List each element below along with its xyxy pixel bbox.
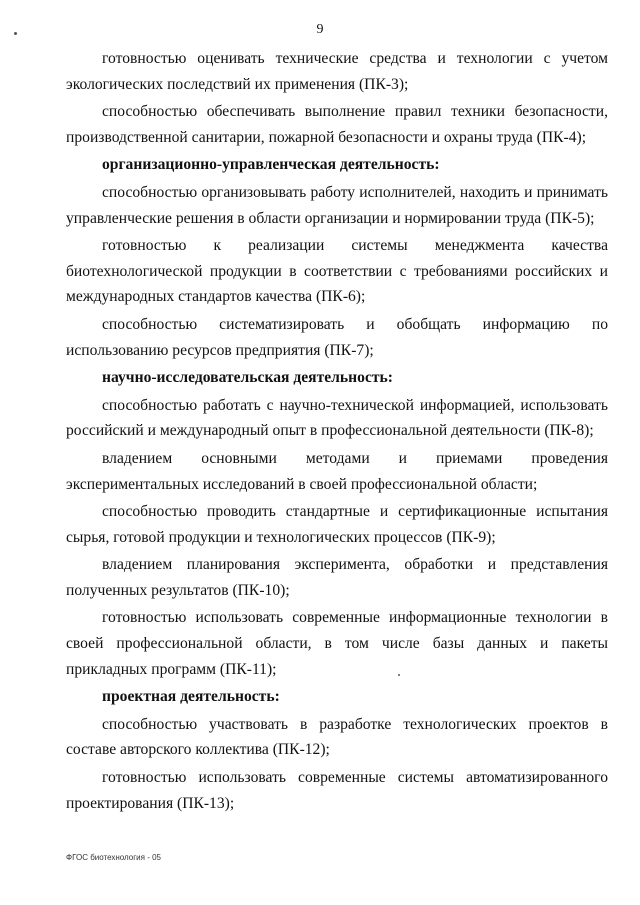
paragraph-pk5: способностью организовывать работу исполнителей, находить и принимать управленческие решения в области организации и нормировании труда (ПК-5); xyxy=(66,183,608,227)
paragraph-pk7: способностью систематизировать и обобщать информацию по использованию ресурсов предприятия (ПК-7); xyxy=(66,315,608,359)
page-footer: ФГОС биотехнология - 05 xyxy=(66,853,161,862)
document-body xyxy=(66,46,608,818)
paragraph-pk10: владением планирования эксперимента, обработки и представления полученных результатов (ПК-10); xyxy=(66,556,608,599)
page-number: 9 xyxy=(316,22,324,37)
section-heading-project: проектная деятельность: xyxy=(102,688,280,706)
section-heading-research: научно-исследовательская деятельность: xyxy=(102,369,393,387)
paragraph-pk13: готовностью использовать современные системы автоматизированного проектирования (ПК-13); xyxy=(66,769,608,812)
paragraph-pk11: готовностью использовать современные информационные технологии в своей профессиональной области, в том числе базы данных и пакеты прикладных программ (ПК-11); xyxy=(66,609,608,678)
section-heading-organizational: организационно-управленческая деятельность: xyxy=(102,156,440,174)
paragraph-pk9: способностью проводить стандартные и сертификационные испытания сырья, готовой продукции и технологических процессов (ПК-9); xyxy=(66,503,608,546)
paragraph-pk4: способностью обеспечивать выполнение правил техники безопасности, производственной санитарии, пожарной безопасности и охраны труда (ПК-4); xyxy=(66,103,608,146)
paragraph-pk3: готовностью оценивать технические средства и технологии с учетом экологических последствий их применения (ПК-3); xyxy=(66,50,608,93)
paragraph-pk6: готовностью к реализации системы менеджмента качества биотехнологической продукции в соответствии с требованиями российских и международных стандартов качества (ПК-6); xyxy=(66,237,608,306)
paragraph-pk12: способностью участвовать в разработке технологических проектов в составе авторского коллектива (ПК-12); xyxy=(66,715,608,759)
paragraph-pk8: способностью работать с научно-технической информацией, использовать российский и международный опыт в профессиональной деятельности (ПК-8); xyxy=(66,396,608,440)
paragraph-methods: владением основными методами и приемами проведения экспериментальных исследований в своей профессиональной области; xyxy=(66,449,608,493)
